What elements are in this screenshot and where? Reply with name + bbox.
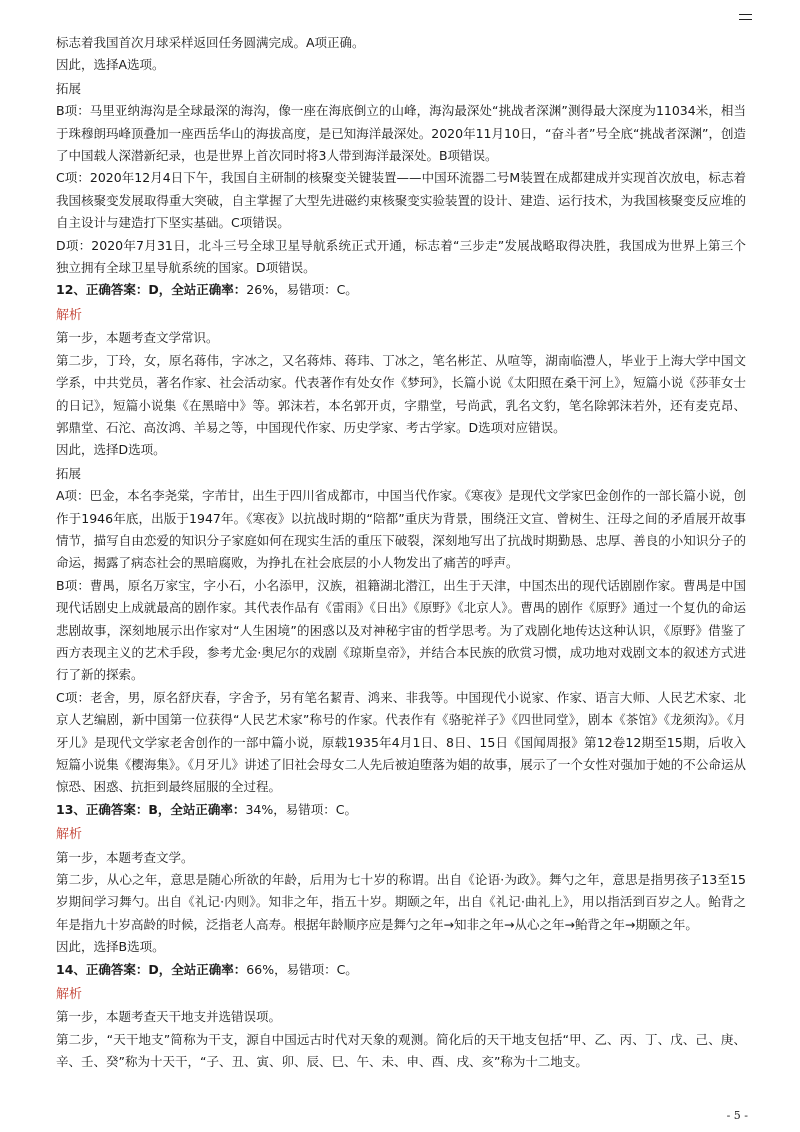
extension-label: 拓展 <box>56 465 82 481</box>
page-number: - 5 - <box>726 1109 748 1122</box>
analysis-label: 解析 <box>56 987 83 1003</box>
document-body <box>56 32 746 1074</box>
paragraph: 标志着我国首次月球采样返回任务圆满完成。A项正确。 <box>56 35 365 50</box>
paragraph: C项：2020年12月4日下午，我国自主研制的核聚变关键装置——中国环流器二号M装置在成都建成并实现首次放电，标志着我国核聚变发展取得重大突破，自主掌握了大型先进磁约束核聚变实验装置的设计、建造、运行技术，为我国核聚变反应堆的自主设计与建造打下坚实基础。C项错误。 <box>56 170 746 231</box>
paragraph: 第二步，丁玲，女，原名蒋伟，字冰之，又名蒋炜、蒋玮、丁冰之，笔名彬芷、从喧等，湖南临澧人，毕业于上海大学中国文学系，中共党员，著名作家、社会活动家。代表著作有处女作《梦珂》，长篇小说《太阳照在桑干河上》，短篇小说《莎菲女士的日记》，短篇小说集《在黑暗中》等。郭沫若，本名郭开贞，字鼎堂，号尚武，乳名文豹，笔名除郭沫若外，还有麦克昂、郭鼎堂、石沱、高汝鸿、羊易之等，中国现代作家、历史学家、考古学家。D选项对应错误。 <box>56 352 746 435</box>
paragraph: 第一步，本题考查文学常识。 <box>56 330 219 346</box>
paragraph: 第二步，“天干地支”简称为干支，源自中国远古时代对天象的观测。简化后的天干地支包括“甲、乙、丙、丁、戊、己、庚、辛、壬、癸”称为十天干，“子、丑、寅、卯、辰、巳、午、未、申、酉、戌、亥”称为十二地支。 <box>56 1031 746 1070</box>
answer-key: D，全站正确率： <box>148 282 247 298</box>
paragraph: 因此，选择B选项。 <box>56 939 165 955</box>
answer-number: 13、正确答案： <box>56 801 149 817</box>
paragraph: D项：2020年7月31日，北斗三号全球卫星导航系统正式开通，标志着“三步走”发展战略取得决胜，我国成为世界上第三个独立拥有全球卫星导航系统的国家。D项错误。 <box>56 237 746 276</box>
analysis-label: 解析 <box>56 307 83 323</box>
paragraph: 因此，选择D选项。 <box>56 442 166 458</box>
analysis-label: 解析 <box>56 827 83 843</box>
answer-line <box>56 959 746 981</box>
paragraph: 第一步，本题考查文学。 <box>56 849 194 865</box>
answer-line <box>56 799 746 821</box>
paragraph: 因此，选择A选项。 <box>56 57 165 73</box>
extension-label: 拓展 <box>56 80 82 96</box>
answer-stats: 66%，易错项：C。 <box>246 961 358 977</box>
answer-line <box>56 279 746 301</box>
paragraph: 第一步，本题考查天干地支并选错误项。 <box>56 1009 282 1025</box>
paragraph: B项：曹禺，原名万家宝，字小石，小名添甲，汉族，祖籍湖北潜江，出生于天津，中国杰出的现代话剧剧作家。曹禺是中国现代话剧史上成就最高的剧作家。其代表作品有《雷雨》《日出》《原野》《北京人》。曹禺的剧作《原野》通过一个复仇的命运悲剧故事，深刻地展示出作家对“人生困境”的困惑以及对神秘宇宙的哲学思考。为了戏剧化地传达这种认识，《原野》借鉴了西方表现主义的艺术手段，参考尤金·奥尼尔的戏剧《琼斯皇帝》，并结合本民族的欣赏习惯，成功地对戏剧文本的叙述方式进行了新的探索。 <box>56 577 746 683</box>
answer-stats: 26%，易错项：C。 <box>246 282 358 298</box>
answer-key: B，全站正确率： <box>148 801 246 817</box>
answer-key: D，全站正确率： <box>148 961 247 977</box>
paragraph: C项：老舍，男，原名舒庆春，字舍予，另有笔名絜青、鸿来、非我等。中国现代小说家、作家、语言大师、人民艺术家、北京人艺编剧，新中国第一位获得“人民艺术家”称号的作家。代表作有《骆驼祥子》《四世同堂》，剧本《茶馆》《龙须沟》。《月牙儿》是现代文学家老舍创作的一部中篇小说，原载1935年4月1日、8日、15日《国闻周报》第12卷12期至15期，后收入短篇小说集《樱海集》。《月牙儿》讲述了旧社会母女二人先后被迫堕落为娼的故事，展示了一个女性对强加于她的不公命运从惊恐、困惑、抗拒到最终屈服的全过程。 <box>56 689 746 795</box>
corner-mark <box>739 14 752 20</box>
paragraph: B项：马里亚纳海沟是全球最深的海沟，像一座在海底倒立的山峰，海沟最深处“挑战者深渊”测得最大深度为11034米，相当于珠穆朗玛峰顶叠加一座西岳华山的海拔高度，是已知海洋最深处。2020年11月10日，“奋斗者”号全底“挑战者深渊”，创造了中国载人深潜新纪录，也是世界上首次同时将3人带到海洋最深处。B项错误。 <box>56 103 746 164</box>
answer-number: 14、正确答案： <box>56 961 149 977</box>
paragraph: 第二步，从心之年，意思是随心所欲的年龄，后用为七十岁的称谓。出自《论语·为政》。舞勺之年，意思是指男孩子13至15岁期间学习舞勺。出自《礼记·内则》。知非之年，指五十岁。期颐之年，出自《礼记·曲礼上》，用以指活到百岁之人。鲐背之年是指九十岁高龄的时候，泛指老人高寿。根据年龄顺序应是舞勺之年→知非之年→从心之年→鲐背之年→期颐之年。 <box>56 872 746 932</box>
paragraph: A项：巴金，本名李尧棠，字芾甘，出生于四川省成都市，中国当代作家。《寒夜》是现代文学家巴金创作的一部长篇小说，创作于1946年底，出版于1947年。《寒夜》以抗战时期的“陪都”重庆为背景，围绕汪文宣、曾树生、汪母之间的矛盾展开故事情节，描写自由恋爱的知识分子家庭如何在现实生活的重压下破裂，深刻地写出了抗战时期勤恳、忠厚、善良的小知识分子的命运，揭露了病态社会的黑暗腐败，为挣扎在社会底层的小人物发出了痛苦的呼声。 <box>56 488 746 571</box>
answer-number: 12、正确答案： <box>56 282 149 298</box>
answer-stats: 34%，易错项：C。 <box>245 801 357 817</box>
